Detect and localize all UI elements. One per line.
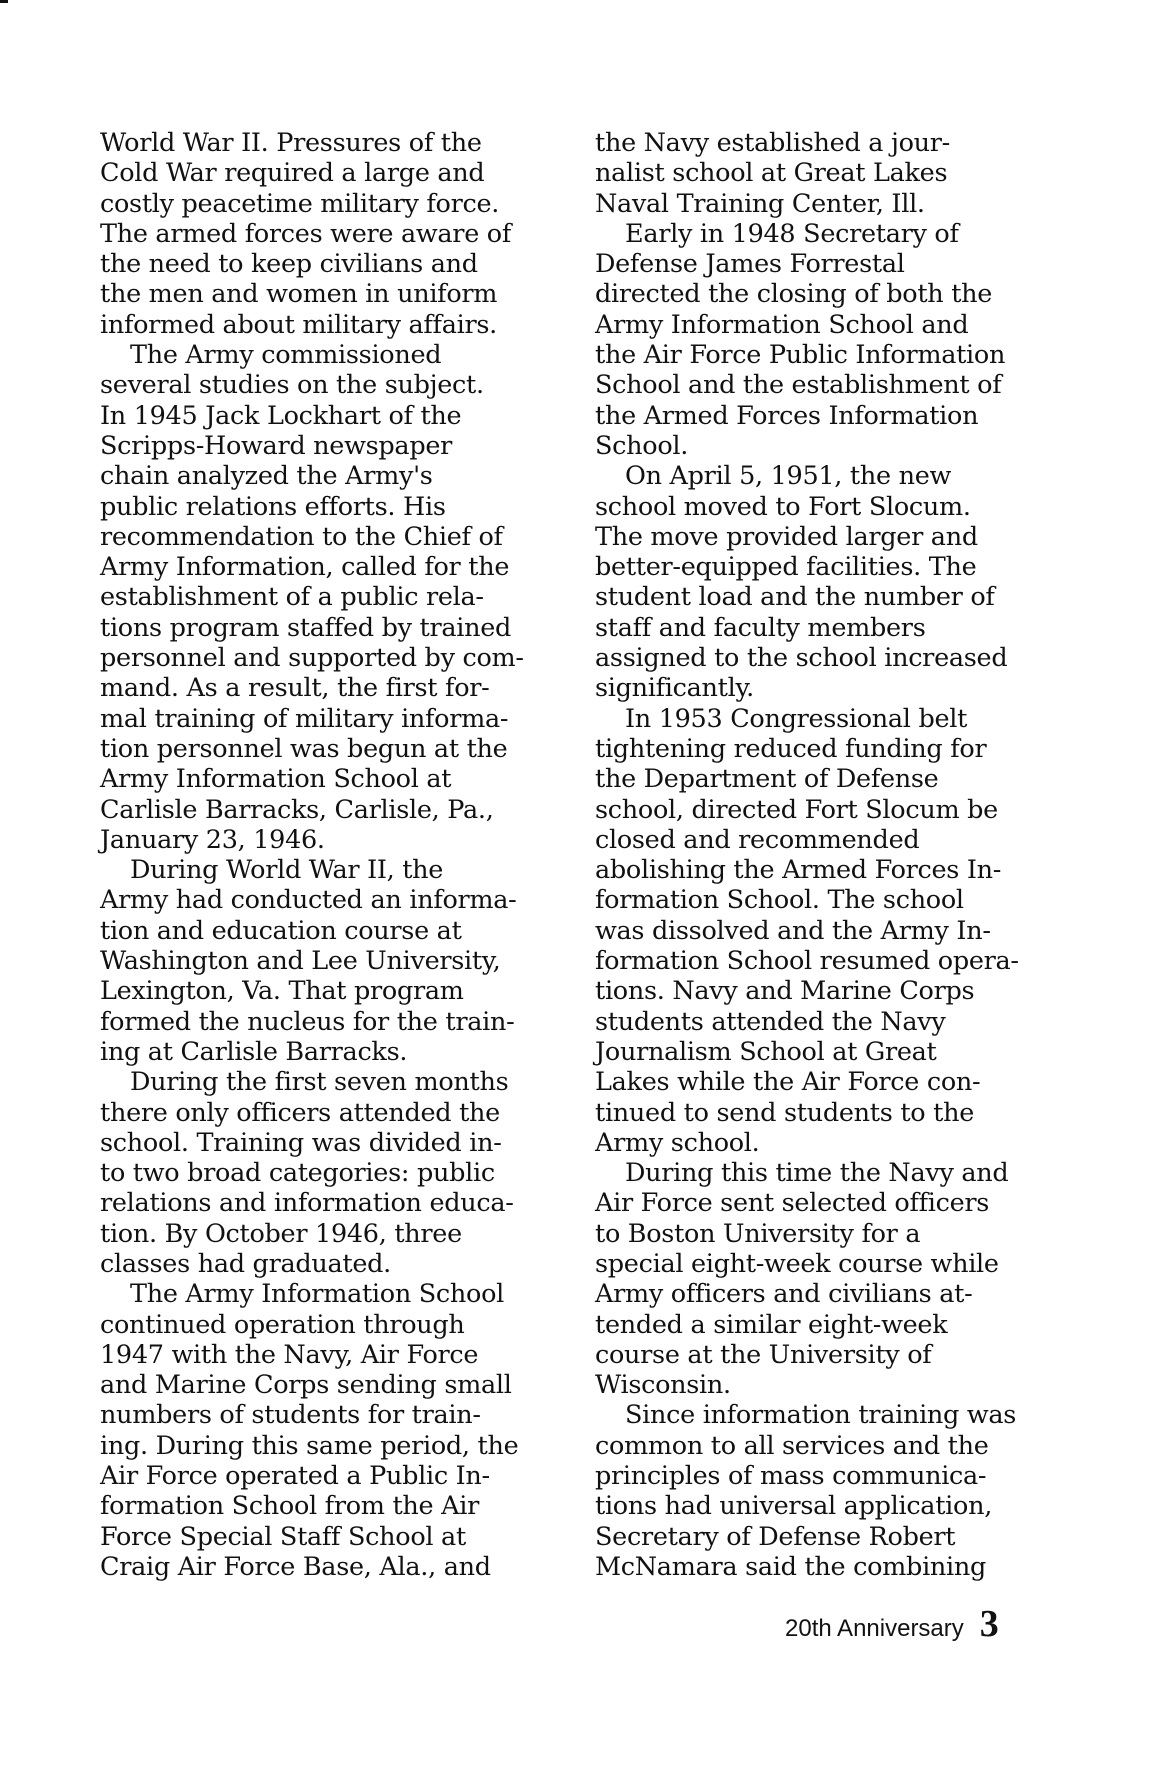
right-column-line: principles of mass communica- [595,1461,987,1492]
right-column-line: Army officers and civilians at- [595,1279,973,1310]
right-column-line: Army Information School and [595,309,969,340]
left-column-line: mand. As a result, the first for- [100,673,490,704]
left-column-line: formed the nucleus for the train- [100,1006,515,1037]
right-column-line: course at the University of [595,1339,932,1370]
right-column-line: directed the closing of both the [595,279,993,310]
right-column-line: Naval Training Center, Ill. [595,188,925,219]
left-column-line: informed about military affairs. [100,309,497,340]
left-column-line: Scripps-Howard newspaper [100,430,453,461]
left-column-line: classes had graduated. [100,1248,391,1279]
left-column-line: The armed forces were aware of [100,218,511,249]
right-column-line: School and the establishment of [595,370,1002,401]
left-column-line: school. Training was divided in- [100,1127,502,1158]
right-column-line: Journalism School at Great [595,1036,937,1067]
right-column-line: was dissolved and the Army In- [595,915,991,946]
right-column [595,128,1035,1582]
right-column-line: Lakes while the Air Force con- [595,1067,981,1098]
left-column-line: Force Special Staff School at [100,1521,466,1552]
left-column-line: Washington and Lee University, [100,946,501,977]
left-column [100,128,540,1582]
left-column-line: January 23, 1946. [100,824,325,855]
right-column-line: Army school. [595,1127,760,1158]
right-column-line: formation School resumed opera- [595,946,1019,977]
left-column-line: The Army commissioned [130,340,442,371]
right-column-line: Secretary of Defense Robert [595,1521,956,1552]
right-column-line: Air Force sent selected officers [595,1188,990,1219]
left-column-line: mal training of military informa- [100,703,509,734]
left-column-line: Air Force operated a Public In- [100,1461,490,1492]
left-column-line: to two broad categories: public [100,1158,495,1189]
left-column-line: In 1945 Jack Lockhart of the [100,400,462,431]
right-column-line: significantly. [595,673,754,704]
left-column-line: tions program staffed by trained [100,612,512,643]
left-column-line: World War II. Pressures of the [100,128,482,158]
left-column-line: Army Information, called for the [100,552,510,583]
left-column-line: the men and women in uniform [100,279,498,310]
left-column-line: formation School from the Air [100,1491,479,1522]
left-column-line: Craig Air Force Base, Ala., and [100,1551,491,1582]
right-column-line: Early in 1948 Secretary of [625,218,959,249]
left-column-line: public relations efforts. His [100,491,446,522]
right-column-line: Since information training was [625,1400,1017,1431]
right-column-line: common to all services and the [595,1430,989,1461]
right-column-line: assigned to the school increased [595,643,1008,674]
left-column-line: continued operation through [100,1309,465,1340]
right-column-line: In 1953 Congressional belt [625,703,968,734]
right-column-line: students attended the Navy [595,1006,946,1037]
left-column-line: 1947 with the Navy, Air Force [100,1339,479,1370]
scan-edge-mark [0,0,8,3]
right-column-line: On April 5, 1951, the new [625,461,952,492]
right-column-line: special eight-week course while [595,1248,999,1279]
left-column-line: several studies on the subject. [100,370,484,401]
right-column-line: School. [595,430,689,461]
left-column-line: ing. During this same period, the [100,1430,519,1461]
right-column-line: tightening reduced funding for [595,733,987,764]
right-column-line: During this time the Navy and [625,1158,1009,1189]
left-column-line: During World War II, the [130,855,444,886]
left-column-line: tion. By October 1946, three [100,1218,462,1249]
right-column-line: the Air Force Public Information [595,340,1006,371]
left-column-line: costly peacetime military force. [100,188,500,219]
right-column-line: tinued to send students to the [595,1097,975,1128]
left-column-line: Cold War required a large and [100,158,485,189]
right-column-line: The move provided larger and [595,521,978,552]
left-column-line: there only officers attended the [100,1097,500,1128]
left-column-line: and Marine Corps sending small [100,1370,512,1401]
left-column-line: Carlisle Barracks, Carlisle, Pa., [100,794,494,825]
right-column-line: the Armed Forces Information [595,400,979,431]
right-column-line: nalist school at Great Lakes [595,158,948,189]
footer-title: 20th Anniversary [785,1615,964,1642]
right-column-line: to Boston University for a [595,1218,921,1249]
left-column-line: the need to keep civilians and [100,249,478,280]
left-column-line: establishment of a public rela- [100,582,484,613]
right-column-line: better-equipped facilities. The [595,552,977,583]
right-column-line: closed and recommended [595,824,920,855]
right-column-line: tions had universal application, [595,1491,992,1522]
right-column-line: McNamara said the combining [595,1551,987,1582]
right-column-line: abolishing the Armed Forces In- [595,855,1002,886]
left-column-line: Army had conducted an informa- [100,885,517,916]
right-column-line: Wisconsin. [595,1370,731,1401]
left-column-line: The Army Information School [130,1279,505,1310]
left-column-line: During the first seven months [130,1067,509,1098]
right-column-line: Defense James Forrestal [595,249,905,280]
left-column-line: tion and education course at [100,915,462,946]
page-number: 3 [979,1603,999,1645]
left-column-line: tion personnel was begun at the [100,733,508,764]
left-column-line: personnel and supported by com- [100,643,524,674]
right-column-line: school, directed Fort Slocum be [595,794,998,825]
right-column-line: school moved to Fort Slocum. [595,491,971,522]
left-column-line: recommendation to the Chief of [100,521,503,552]
right-column-line: formation School. The school [595,885,964,916]
right-column-line: tions. Navy and Marine Corps [595,976,975,1007]
page-footer [785,1602,999,1650]
right-column-line: the Navy established a jour- [595,128,950,158]
left-column-line: ing at Carlisle Barracks. [100,1036,408,1067]
left-column-line: numbers of students for train- [100,1400,481,1431]
left-column-line: relations and information educa- [100,1188,514,1219]
left-column-line: chain analyzed the Army's [100,461,433,492]
left-column-line: Army Information School at [100,764,452,795]
right-column-line: staff and faculty members [595,612,926,643]
left-column-line: Lexington, Va. That program [100,976,464,1007]
right-column-line: student load and the number of [595,582,995,613]
right-column-line: tended a similar eight-week [595,1309,948,1340]
right-column-line: the Department of Defense [595,764,939,795]
